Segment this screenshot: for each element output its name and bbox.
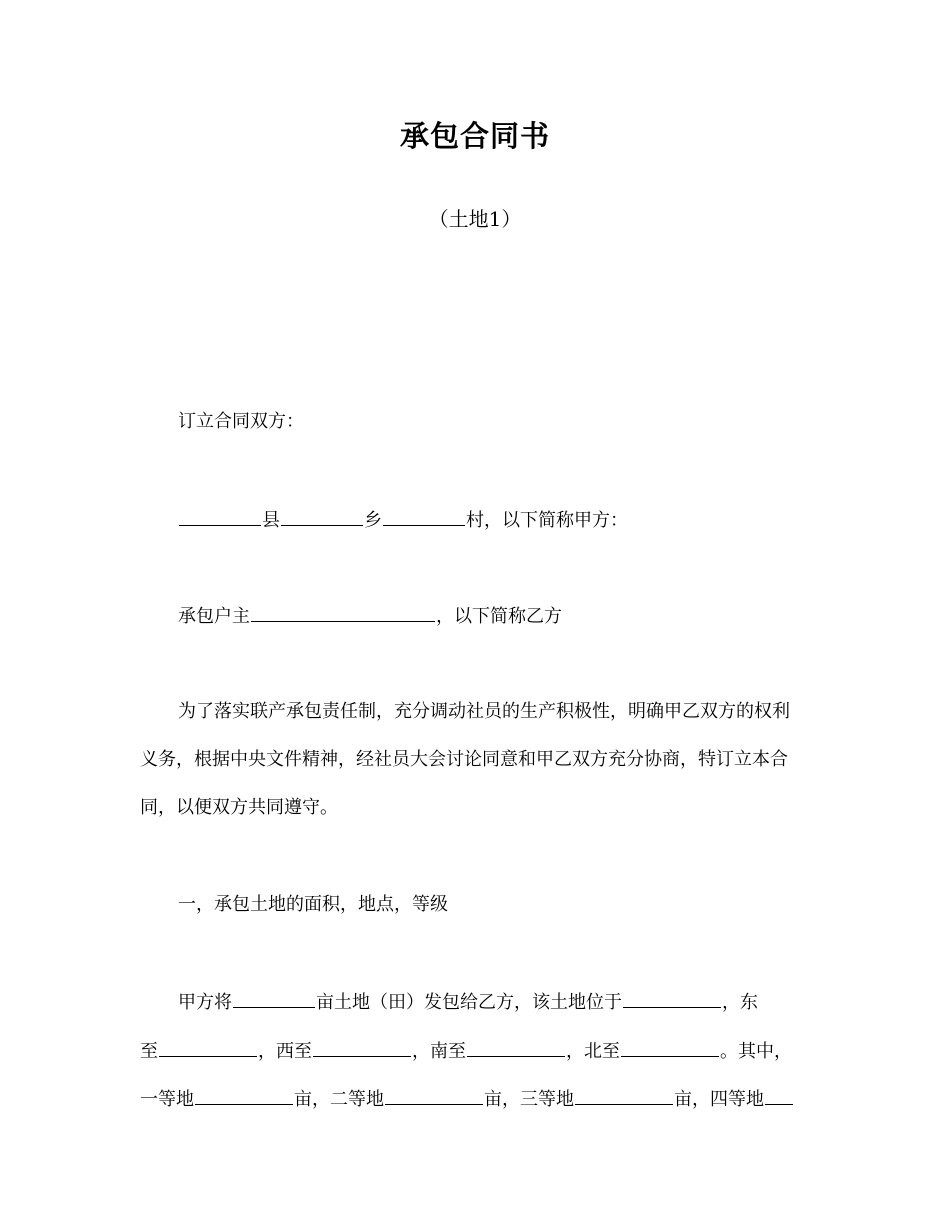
party-b-prefix: 承包户主 [178,606,250,627]
area-blank[interactable] [233,989,315,1008]
township-blank[interactable] [281,507,363,526]
grade1-blank[interactable] [195,1086,293,1105]
preamble-line-1: 为了落实联产承包责任制，充分调动社员的生产积极性，明确甲乙双方的权利 [178,701,790,722]
grade4-blank[interactable] [765,1086,793,1105]
party-b-suffix: ，以下简称乙方 [436,606,562,627]
text: ，东 [722,992,758,1013]
text: ，西至 [258,1041,312,1062]
west-boundary-blank[interactable] [313,1038,411,1057]
party-a-line [178,507,815,533]
text: ，北至 [566,1041,620,1062]
east-boundary-blank[interactable] [159,1038,257,1057]
text: 。其中， [720,1041,792,1062]
section1-line-1 [178,989,815,1015]
grade2-blank[interactable] [385,1086,483,1105]
county-blank[interactable] [179,507,261,526]
township-label: 乡 [364,510,382,531]
text: 亩，四等地 [674,1089,764,1110]
text: 至 [140,1041,158,1062]
location-blank[interactable] [623,989,721,1008]
preamble-line-3: 同，以便双方共同遵守。 [140,797,338,818]
parties-heading: 订立合同双方： [178,411,304,432]
section1-heading: 一，承包土地的面积，地点，等级 [178,894,448,915]
grade3-blank[interactable] [575,1086,673,1105]
text: 一等地 [140,1089,194,1110]
village-blank[interactable] [383,507,465,526]
text: ，南至 [412,1041,466,1062]
section1-line-2 [140,1038,815,1064]
preamble-line-2: 义务，根据中央文件精神，经社员大会讨论同意和甲乙双方充分协商，特订立本合 [140,749,788,770]
document-subtitle: （土地1） [428,207,522,231]
text: 亩土地（田）发包给乙方，该土地位于 [316,992,622,1013]
document-title: 承包合同书 [399,119,550,153]
south-boundary-blank[interactable] [467,1038,565,1057]
text: 亩，三等地 [484,1089,574,1110]
party-b-line [178,603,815,629]
village-label: 村，以下简称甲方： [466,510,628,531]
text: 甲方将 [178,992,232,1013]
text: 亩，二等地 [294,1089,384,1110]
section1-line-3 [140,1086,815,1112]
north-boundary-blank[interactable] [621,1038,719,1057]
county-label: 县 [262,510,280,531]
household-head-blank[interactable] [251,603,435,622]
